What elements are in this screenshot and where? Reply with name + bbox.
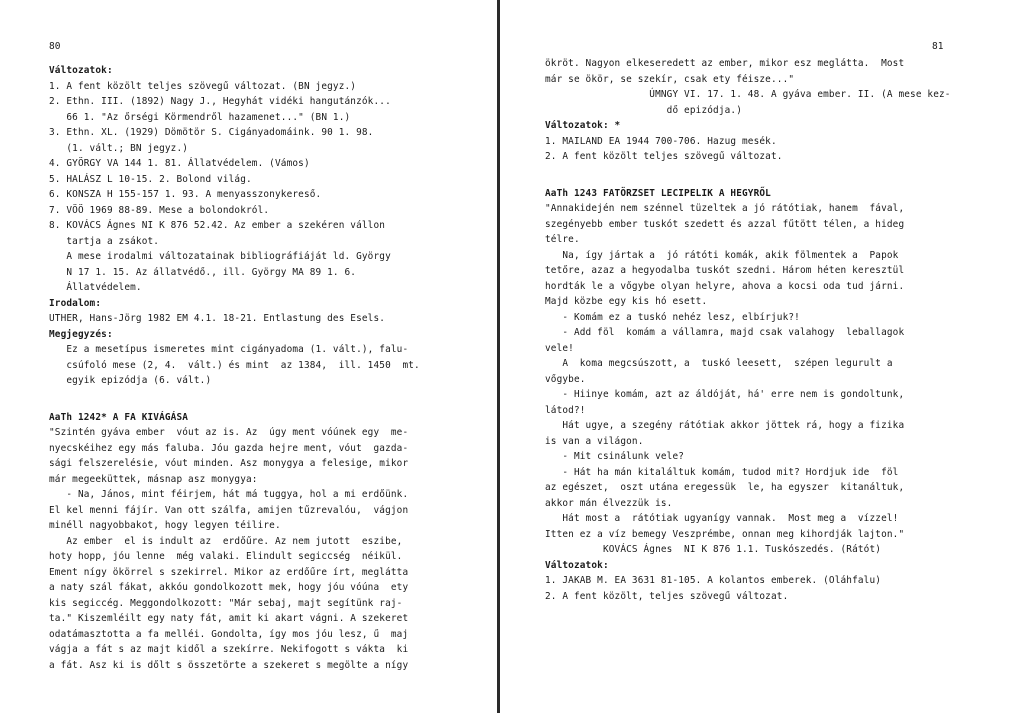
section-heading: Változatok: [49, 65, 113, 76]
text-line: 1. JAKAB M. EA 3631 81-105. A kolantos emberek. (Oláhfalu) [545, 575, 882, 586]
section-heading: Változatok: [545, 559, 609, 571]
text-line: 6. KONSZA H 155-157 1. 93. A menyasszonykereső. [49, 189, 322, 200]
text-line: sági felszerelésie, vóut minden. Asz monygya a felesige, mikor [49, 458, 409, 469]
text-line: Az ember el is indult az erdőűre. Az nem jutott eszibe, [49, 535, 403, 547]
text-line: szegényebb ember tuskót szedett és azzal fűtött télen, a hideg [545, 218, 905, 230]
text-line: 2. A fent közölt, teljes szövegű változat. [545, 590, 789, 602]
text-line: már megeeküttek, másnap asz monygya: [49, 473, 258, 485]
text-line: - Mit csinálunk vele? [545, 451, 685, 462]
text-line: is van a világon. [545, 435, 644, 447]
text-line: - Add föl komám a vállamra, majd csak valahogy leballagok [545, 327, 905, 338]
text-line: vőgybe. [545, 373, 586, 385]
text-line: Na, így jártak a jó rátóti komák, akik fölmentek a Papok [545, 249, 899, 261]
text-line: 2. Ethn. III. (1892) Nagy J., Hegyhát vidéki hangutánzók... [49, 96, 391, 107]
text-line: 5. HALÁSZ L 10-15. 2. Bolond világ. [49, 173, 252, 185]
text-line: Ement nígy ökörrel s szekirrel. Mikor az erdőűre írt, meglátta [49, 566, 409, 578]
text-line: A koma megcsúszott, a tuskó leesett, szépen legurult a [545, 358, 893, 369]
text-line: dő epizódja.) [545, 104, 743, 116]
text-line: a naty szál fákat, akkóu gondolkozott mek, hogy jóu vóúna ety [49, 582, 409, 593]
text-line: 1. A fent közölt teljes szövegű változat. (BN jegyz.) [49, 80, 357, 92]
text-line: csúfoló mese (2, 4. vált.) és mint az 1384, ill. 1450 mt. [49, 359, 420, 371]
page-number-right: 81 [932, 41, 944, 52]
text-line: 4. GYÖRGY VA 144 1. 81. Állatvédelem. (Vámos) [49, 158, 310, 169]
text-line: El kel menni fájír. Van ott szálfa, amijen tűzrevalóu, vágjon [49, 504, 409, 516]
text-line: Itten ez a víz bemegy Veszprémbe, onnan meg kihordják lajton." [545, 528, 905, 540]
right-page [500, 0, 1024, 713]
text-line: Ez a mesetípus ismeretes mint cigányadoma (1. vált.), falu- [49, 344, 409, 355]
text-line: Majd közbe egy kis hó esett. [545, 296, 708, 307]
text-line: 66 1. "Az őrségi Körmendről hazamenet..." (BN 1.) [49, 111, 351, 123]
text-line: vele! [545, 342, 574, 354]
section-heading: Változatok: * [545, 120, 621, 131]
page-number-left: 80 [49, 41, 61, 52]
text-line: "Szintén gyáva ember vóut az is. Az úgy ment vóúnek egy me- [49, 427, 409, 438]
text-line: ÚMNGY VI. 17. 1. 48. A gyáva ember. II. (A mese kez- [545, 89, 951, 100]
text-line: tartja a zsákot. [49, 235, 160, 247]
text-line: vágja a fát s az majt kidől a szekírre. Nekifogott s vákta ki [49, 644, 409, 655]
text-line: kis segiccég. Meggondolkozott: "Már sebaj, majt segítünk raj- [49, 597, 403, 609]
text-line: minéll nagyobbakot, hogy legyen téilire. [49, 520, 281, 531]
section-heading: AaTh 1242* A FA KIVÁGÁSA [49, 411, 189, 423]
text-line: ta." Kiszemléilt egy naty fát, amit ki akart vágni. A szekeret [49, 613, 409, 624]
text-line: - Na, János, mint féirjem, hát má tuggya, hol a mi erdőünk. [49, 489, 409, 500]
text-line: Állatvédelem. [49, 282, 142, 293]
text-line: akkor mán élvezzük is. [545, 497, 673, 509]
paragraph-gap [49, 389, 489, 410]
text-line: látod?! [545, 404, 586, 416]
text-line: 7. VÖÖ 1969 88-89. Mese a bolondokról. [49, 204, 270, 216]
section-heading: Irodalom: [49, 297, 102, 309]
section-heading: Megjegyzés: [49, 328, 113, 340]
text-line: - Hát ha mán kitaláltuk komám, tudod mit? Hordjuk ide föl [545, 466, 899, 478]
text-line: 8. KOVÁCS Ágnes NI K 876 52.42. Az ember a szekéren vállon [49, 220, 386, 231]
text-line: N 17 1. 15. Az állatvédő., ill. György MA 89 1. 6. [49, 266, 357, 278]
text-line: hordták le a vőgybe olyan helyre, ahova a kocsi oda tud járni. [545, 280, 905, 292]
text-line: - Hiinye komám, azt az áldóját, há' erre nem is gondoltunk, [545, 389, 905, 400]
text-line: télre. [545, 234, 580, 245]
text-line: tetőre, azaz a hegyodalba tuskót szedni. Három héten keresztül [545, 265, 905, 276]
text-line: odatámasztotta a fa melléi. Gondolta, így mos jóu lesz, ű maj [49, 628, 409, 640]
text-line: A mese irodalmi változatainak bibliográfiáját ld. György [49, 251, 391, 262]
text-line: 1. MAILAND EA 1944 700-706. Hazug mesék. [545, 135, 777, 147]
text-line: - Komám ez a tuskó nehéz lesz, elbírjuk?! [545, 311, 800, 323]
text-line: KOVÁCS Ágnes NI K 876 1.1. Tuskószedés. (Rátót) [545, 544, 882, 555]
text-line: 2. A fent közölt teljes szövegű változat. [545, 151, 783, 162]
text-line: nyecskéihez egy más faluba. Jóu gazda hejre ment, vóut gazda- [49, 442, 409, 454]
text-line: hoty hopp, jóu lenne még valaki. Elindult segiccség néikül. [49, 551, 403, 562]
text-line: már se ökör, se szekír, csak ety féisze..." [545, 73, 795, 85]
text-line: Hát most a rátótiak ugyanígy vannak. Most meg a vízzel! [545, 513, 899, 524]
left-text-column [49, 63, 489, 673]
text-line: ökröt. Nagyon elkeseredett az ember, mikor esz meglátta. Most [545, 58, 905, 69]
right-text-column [545, 56, 1015, 604]
section-heading: AaTh 1243 FATÖRZSET LECIPELIK A HEGYRŐL [545, 187, 771, 199]
text-line: (1. vált.; BN jegyz.) [49, 142, 189, 154]
text-line: "Annakidején nem szénnel tüzeltek a jó rátótiak, hanem fával, [545, 203, 905, 214]
left-page [0, 0, 497, 713]
text-line: UTHER, Hans-Jörg 1982 EM 4.1. 18-21. Entlastung des Esels. [49, 313, 386, 324]
text-line: Hát ugye, a szegény rátótiak akkor jöttek rá, hogy a fizika [545, 420, 905, 431]
text-line: az egészet, oszt utána eregessük le, ha egyszer kitanáltuk, [545, 482, 905, 493]
text-line: a fát. Asz ki is dőlt s összetörte a szekeret s megölte a nígy [49, 659, 409, 671]
text-line: egyik epizódja (6. vált.) [49, 375, 212, 386]
text-line: 3. Ethn. XL. (1929) Dömötör S. Cigányadomáink. 90 1. 98. [49, 127, 374, 138]
paragraph-gap [545, 165, 1015, 186]
